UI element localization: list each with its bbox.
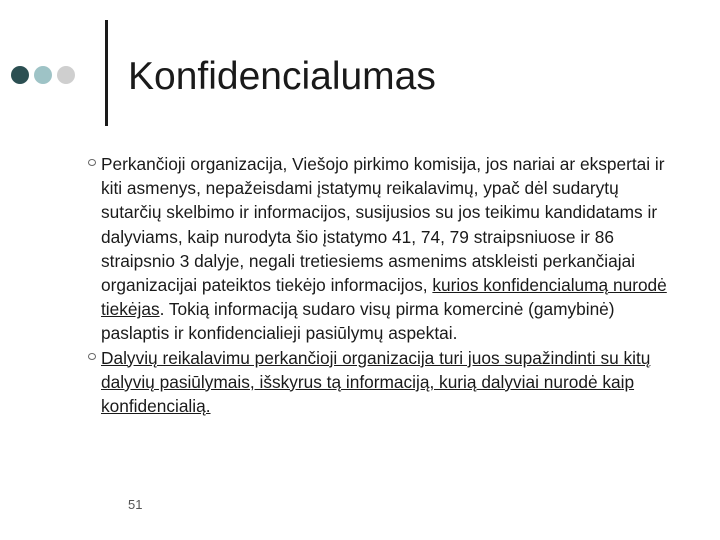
decorative-dots bbox=[11, 66, 75, 84]
dot-gray bbox=[57, 66, 75, 84]
bullet-text-plain: Perkančioji organizacija, Viešojo pirkimo komisija, jos nariai ar ekspertai ir kiti asmenys, nepažeisdami įstatymų reikalavimų, ypač dėl sudarytų sutarčių skelbimo ir informacijos, susijusios su jos teikimu kandidatams ir dalyviams, kaip nurodyta šio įstatymo 41, 74, 79 straipsniuose ir 86 straipsnio 3 dalyje, negali tretiesiems asmenims atskleisti perkančiajai organizacijai pateiktos tiekėjo informacijos, bbox=[101, 154, 665, 296]
slide-title: Konfidencialumas bbox=[128, 55, 436, 98]
bullet-text-underlined: Dalyvių reikalavimu perkančioji organizacija turi juos supažindinti su kitų dalyvių pasiūlymais, išskyrus tą informaciją, kurią dalyviai nurodė kaip konfidencialią. bbox=[101, 347, 651, 417]
bullet-circle-icon bbox=[88, 353, 96, 360]
bullet-circle-icon bbox=[88, 159, 96, 166]
bullet-text-after: . Tokią informaciją sudaro visų pirma komercinė (gamybinė) paslaptis ir konfidencialieji pasiūlymų aspektai. bbox=[101, 299, 615, 344]
slide-content bbox=[88, 152, 678, 418]
page-number: 51 bbox=[128, 497, 143, 512]
dot-teal bbox=[34, 66, 52, 84]
bullet-text bbox=[101, 152, 678, 346]
title-divider bbox=[105, 20, 108, 126]
bullet-item bbox=[88, 152, 678, 346]
bullet-text bbox=[101, 346, 678, 419]
bullet-item bbox=[88, 346, 678, 419]
dot-dark bbox=[11, 66, 29, 84]
bullet-text-underlined: kurios konfidencialumą nurodė tiekėjas bbox=[101, 275, 667, 320]
